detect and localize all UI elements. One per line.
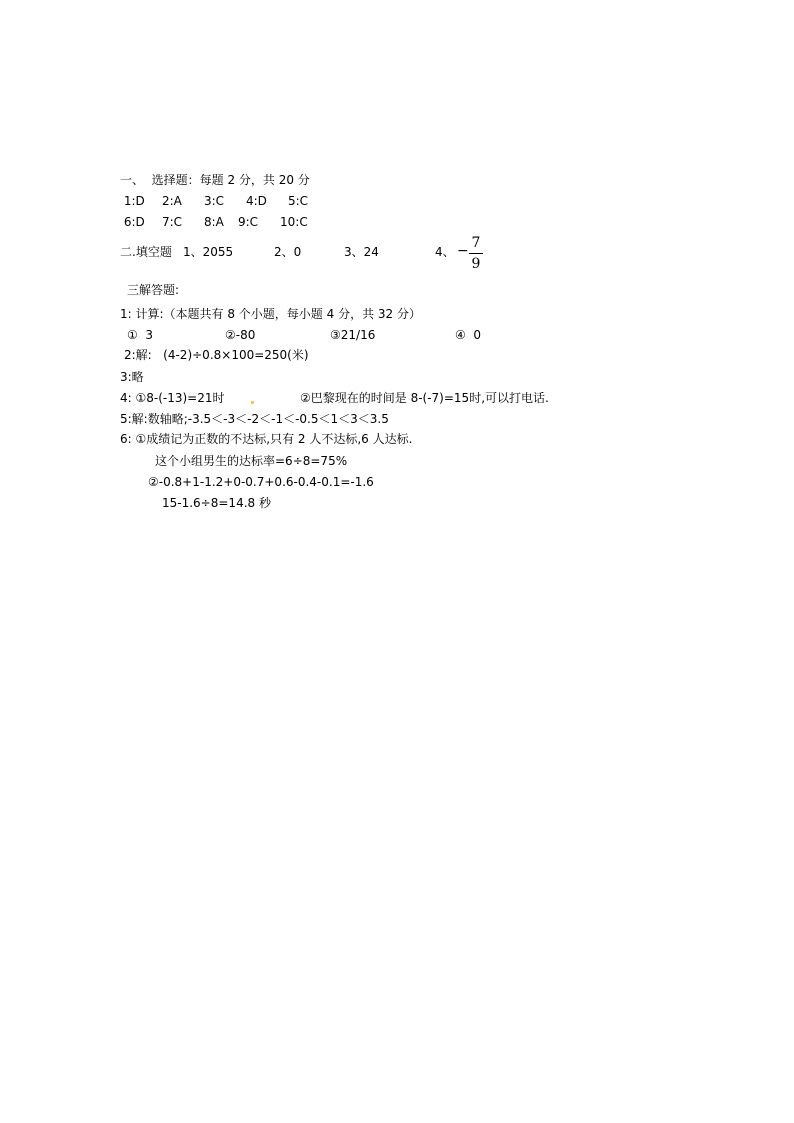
answer-item: 2:A (162, 194, 182, 208)
question-6-line-2: 这个小组男生的达标率=6÷8=75% (155, 454, 348, 468)
fraction-numerator: 7 (471, 235, 481, 251)
answer-item: 10:C (280, 215, 308, 229)
fill-answer: 3、24 (344, 245, 379, 259)
question-6-line-3: ②-0.8+1-1.2+0-0.7+0.6-0.4-0.1=-1.6 (148, 475, 374, 489)
question-5: 5:解:数轴略;-3.5＜-3＜-2＜-1＜-0.5＜1＜3＜3.5 (120, 412, 389, 426)
answer-item: 9:C (238, 215, 259, 229)
answer-item: 7:C (162, 215, 183, 229)
answer-item: 3:C (204, 194, 225, 208)
fill-answer: 4、 (435, 245, 455, 259)
question-2: 2:解: (4-2)÷0.8×100=250(米) (124, 348, 309, 362)
minus-sign: − (457, 243, 469, 259)
answer-item: 8:A (204, 215, 224, 229)
fill-answer: 1、2055 (183, 245, 234, 259)
calc-answer: ④ 0 (455, 328, 482, 342)
question-4-part-1: 4: ①8-(-13)=21时 (120, 391, 225, 405)
fill-answer: 2、0 (274, 245, 302, 259)
answer-item: 1:D (120, 194, 145, 208)
fraction-bar (469, 253, 483, 254)
question-4-part-2: ②巴黎现在的时间是 8-(-7)=15时,可以打电话. (300, 391, 549, 405)
question-3: 3:略 (120, 370, 144, 384)
question-6-line-4: 15-1.6÷8=14.8 秒 (162, 496, 271, 510)
fraction (469, 236, 483, 272)
section-2-label: 二.填空题 (120, 245, 172, 259)
highlight-mark (251, 401, 254, 404)
answer-item: 5:C (288, 194, 309, 208)
calc-answer: ① 3 (127, 328, 154, 342)
section-1-title: 一、 选择题：每题 2 分，共 20 分 (120, 173, 310, 187)
calc-answer: ②-80 (225, 328, 256, 342)
calc-answer: ③21/16 (330, 328, 376, 342)
fraction-denominator: 9 (471, 256, 481, 272)
question-1-title: 1: 计算:（本题共有 8 个小题，每小题 4 分，共 32 分） (120, 307, 421, 321)
question-6-line-1: 6: ①成绩记为正数的不达标,只有 2 人不达标,6 人达标. (120, 432, 413, 446)
answer-item: 6:D (120, 215, 145, 229)
section-3-title: 三解答题: (127, 283, 180, 297)
answer-item: 4:D (246, 194, 267, 208)
